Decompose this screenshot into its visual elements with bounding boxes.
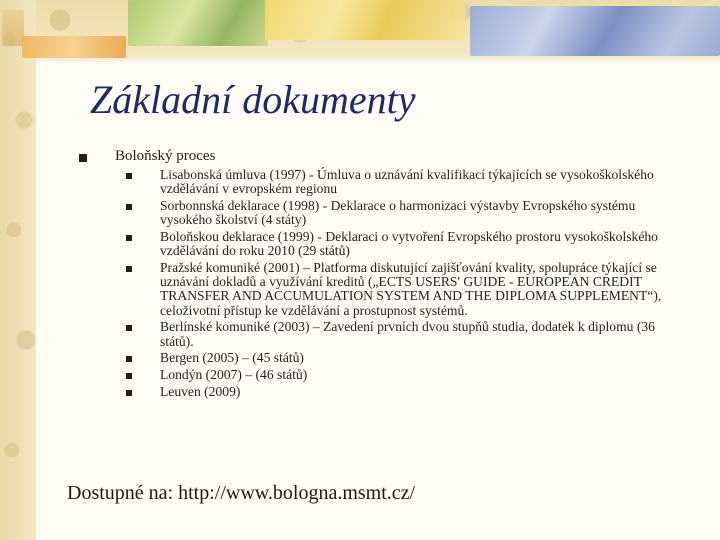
decorative-tile-blue	[470, 6, 720, 56]
slide-title: Základní dokumenty	[90, 77, 416, 122]
list-item-text: Lisabonská úmluva (1997) - Úmluva o uznávání kvalifikací týkajících se vysokoškolského vzdělávání v evropském regionu	[160, 167, 654, 197]
square-bullet-icon	[126, 356, 132, 362]
square-bullet-icon	[126, 204, 132, 210]
square-bullet-icon	[126, 266, 132, 272]
square-bullet-icon	[126, 390, 132, 396]
section-heading: Boloňský proces	[115, 148, 216, 164]
list-item	[126, 168, 686, 196]
square-bullet-icon	[126, 373, 132, 379]
list-item-text: Berlínské komuniké (2003) – Zavedení prvních dvou stupňů studia, dodatek k diplomu (36 států).	[160, 319, 655, 349]
list-item-text: Boloňskou deklarace (1999) - Deklaraci o vytvoření Evropského prostoru vysokoškolského vzdělávání do roku 2010 (29 států)	[160, 229, 658, 259]
list-item-text: Bergen (2005) – (45 států)	[160, 350, 304, 366]
list-item	[126, 230, 686, 258]
list-item	[126, 320, 686, 348]
list-item-text: Leuven (2009)	[160, 384, 241, 399]
decorative-tile-orange	[22, 36, 126, 58]
list-item	[126, 385, 686, 399]
square-bullet-icon	[126, 325, 132, 331]
square-bullet-icon	[126, 235, 132, 241]
panel-shade	[36, 58, 720, 64]
decorative-tile-yellow	[265, 0, 465, 40]
list-item-text: Pražské komuniké (2001) – Platforma diskutující zajišťování kvality, spolupráce týkající se uznávání dokladů a využívání kreditů („ECTS USERS' GUIDE - EUROPEAN CREDIT TRANSFER AND ACCUMULATION SYSTEM AND THE DIPLOMA SUPPLEMENT“), celoživotní přístup ke vzdělávání a prostupnost systémů.	[160, 260, 662, 318]
list-item	[126, 368, 686, 382]
list-item-text: Londýn (2007) – (46 států)	[160, 367, 308, 383]
list-item	[126, 351, 686, 365]
square-bullet-icon	[126, 173, 132, 179]
list-item-text: Sorbonnská deklarace (1998) - Deklarace o harmonizaci výstavby Evropského systému vysokého školství (4 státy)	[160, 198, 636, 228]
decorative-texture-left	[0, 0, 36, 540]
decorative-tile-green	[128, 0, 268, 46]
square-bullet-icon	[79, 154, 87, 162]
document-list	[126, 168, 686, 402]
list-item	[126, 261, 686, 318]
list-item	[126, 199, 686, 227]
decorative-tile-small	[2, 10, 24, 46]
source-footer: Dostupné na: http://www.bologna.msmt.cz/	[67, 482, 416, 504]
